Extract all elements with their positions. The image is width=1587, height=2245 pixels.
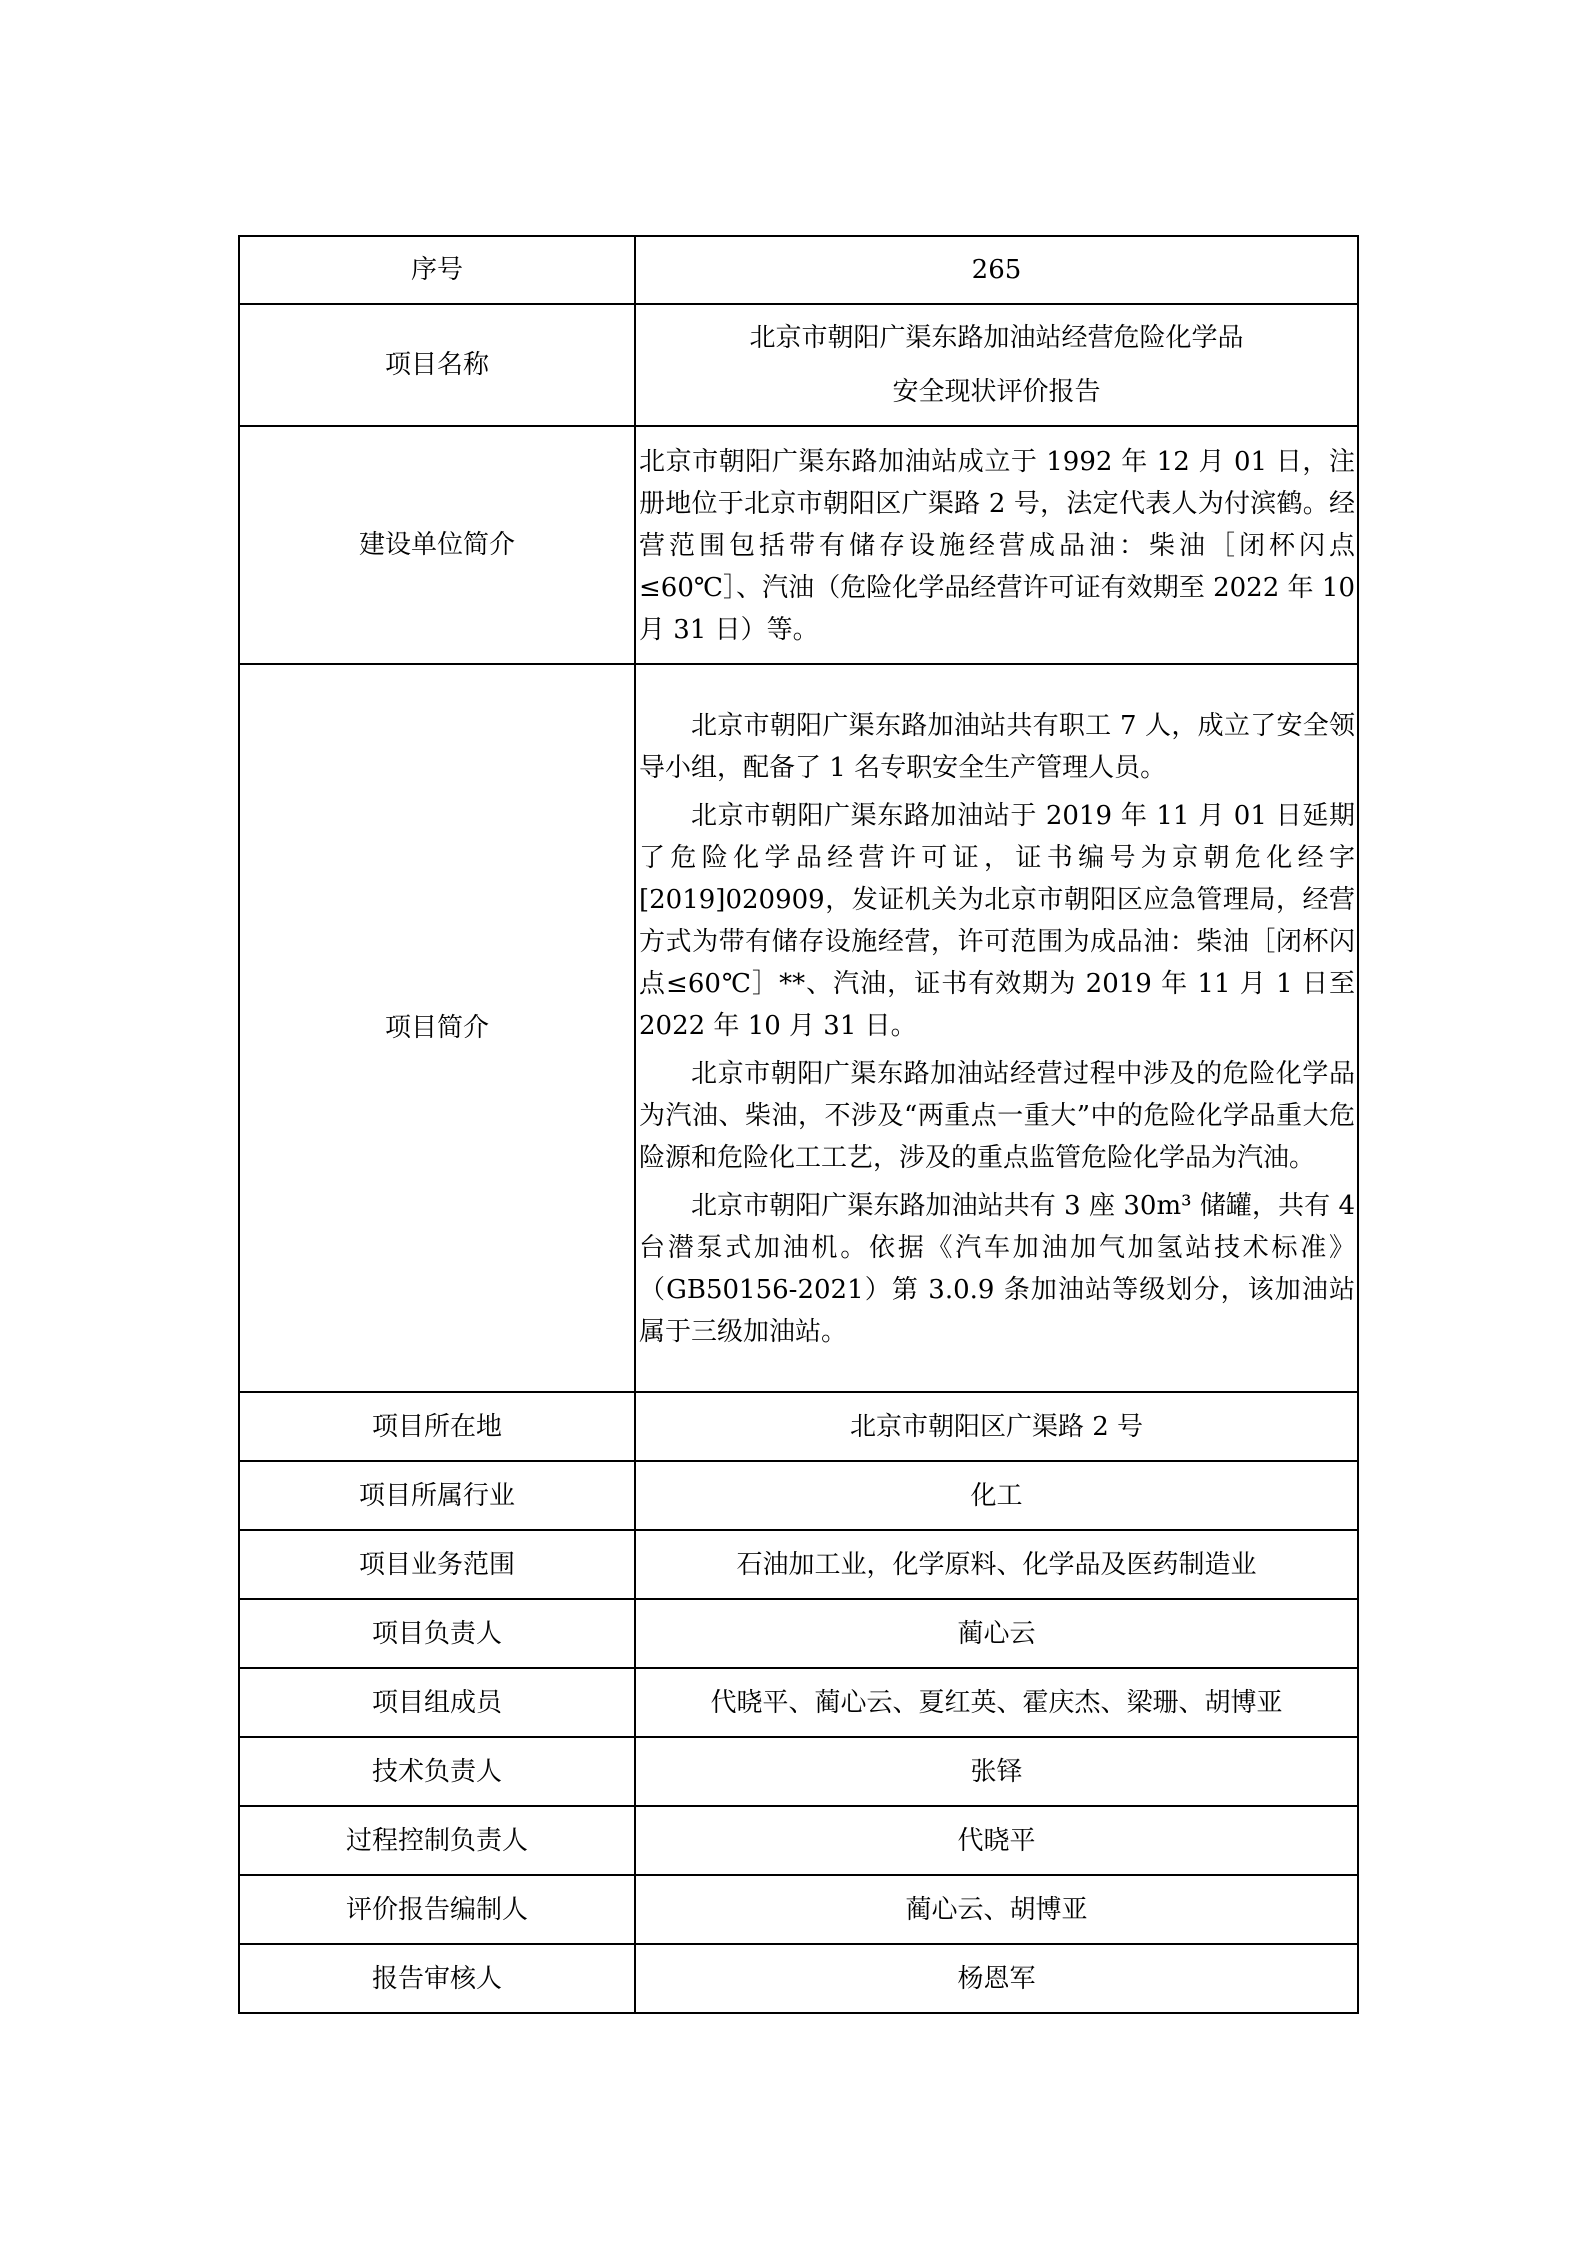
business-scope-label: 项目业务范围 — [239, 1530, 635, 1599]
table-row — [239, 1461, 1358, 1530]
unit-intro-text: 北京市朝阳广渠东路加油站成立于 1992 年 12 月 01 日，注册地位于北京市朝阳区广渠路 2 号，法定代表人为付滨鹤。经营范围包括带有储存设施经营成品油：柴油［闭杯闪点≤60℃］、汽油（危险化学品经营许可证有效期至 2022 年 10 月 31 日）等。 — [639, 447, 1355, 645]
author-value: 蔺心云、胡博亚 — [635, 1875, 1358, 1944]
unit-intro-label: 建设单位简介 — [239, 426, 635, 664]
table-row — [239, 426, 1358, 664]
industry-label: 项目所属行业 — [239, 1461, 635, 1530]
author-label: 评价报告编制人 — [239, 1875, 635, 1944]
project-lead-value: 蔺心云 — [635, 1599, 1358, 1668]
table-row — [239, 1944, 1358, 2013]
tech-lead-label: 技术负责人 — [239, 1737, 635, 1806]
project-name-line1: 北京市朝阳广渠东路加油站经营危险化学品 — [749, 323, 1244, 353]
table-row — [239, 1530, 1358, 1599]
members-value: 代晓平、蔺心云、夏红英、霍庆杰、梁珊、胡博亚 — [635, 1668, 1358, 1737]
serial-label: 序号 — [239, 236, 635, 304]
table-row — [239, 1806, 1358, 1875]
table-row — [239, 1737, 1358, 1806]
unit-intro-value — [635, 426, 1358, 664]
project-name-label: 项目名称 — [239, 304, 635, 426]
serial-value: 265 — [635, 236, 1358, 304]
table-row — [239, 664, 1358, 1392]
reviewer-value: 杨恩军 — [635, 1944, 1358, 2013]
process-lead-value: 代晓平 — [635, 1806, 1358, 1875]
project-intro-value — [635, 664, 1358, 1392]
reviewer-label: 报告审核人 — [239, 1944, 635, 2013]
business-scope-value: 石油加工业，化学原料、化学品及医药制造业 — [635, 1530, 1358, 1599]
location-value: 北京市朝阳区广渠路 2 号 — [635, 1392, 1358, 1461]
industry-value: 化工 — [635, 1461, 1358, 1530]
members-label: 项目组成员 — [239, 1668, 635, 1737]
project-lead-label: 项目负责人 — [239, 1599, 635, 1668]
table-row — [239, 1599, 1358, 1668]
process-lead-label: 过程控制负责人 — [239, 1806, 635, 1875]
tech-lead-value: 张铎 — [635, 1737, 1358, 1806]
project-intro-label: 项目简介 — [239, 664, 635, 1392]
table-row — [239, 1875, 1358, 1944]
project-info-table — [238, 235, 1359, 2014]
project-name-value — [635, 304, 1358, 426]
project-intro-paragraph: 北京市朝阳广渠东路加油站共有职工 7 人，成立了安全领导小组，配备了 1 名专职安全生产管理人员。 — [639, 711, 1355, 783]
project-intro-paragraph: 北京市朝阳广渠东路加油站经营过程中涉及的危险化学品为汽油、柴油，不涉及“两重点一重大”中的危险化学品重大危险源和危险化工工艺，涉及的重点监管危险化学品为汽油。 — [639, 1059, 1355, 1173]
table-row — [239, 304, 1358, 426]
project-name-line2: 安全现状评价报告 — [892, 377, 1101, 407]
table-row — [239, 236, 1358, 304]
project-intro-paragraph: 北京市朝阳广渠东路加油站共有 3 座 30m³ 储罐，共有 4 台潜泵式加油机。依据《汽车加油加气加氢站技术标准》（GB50156-2021）第 3.0.9 条加油站等级划分，该加油站属于三级加油站。 — [639, 1191, 1355, 1347]
project-intro-paragraph: 北京市朝阳广渠东路加油站于 2019 年 11 月 01 日延期了危险化学品经营许可证，证书编号为京朝危化经字[2019]020909，发证机关为北京市朝阳区应急管理局，经营方式为带有储存设施经营，许可范围为成品油：柴油［闭杯闪点≤60℃］**、汽油，证书有效期为 2019 年 11 月 1 日至 2022 年 10 月 31 日。 — [639, 801, 1355, 1041]
table-row — [239, 1392, 1358, 1461]
location-label: 项目所在地 — [239, 1392, 635, 1461]
table-row — [239, 1668, 1358, 1737]
